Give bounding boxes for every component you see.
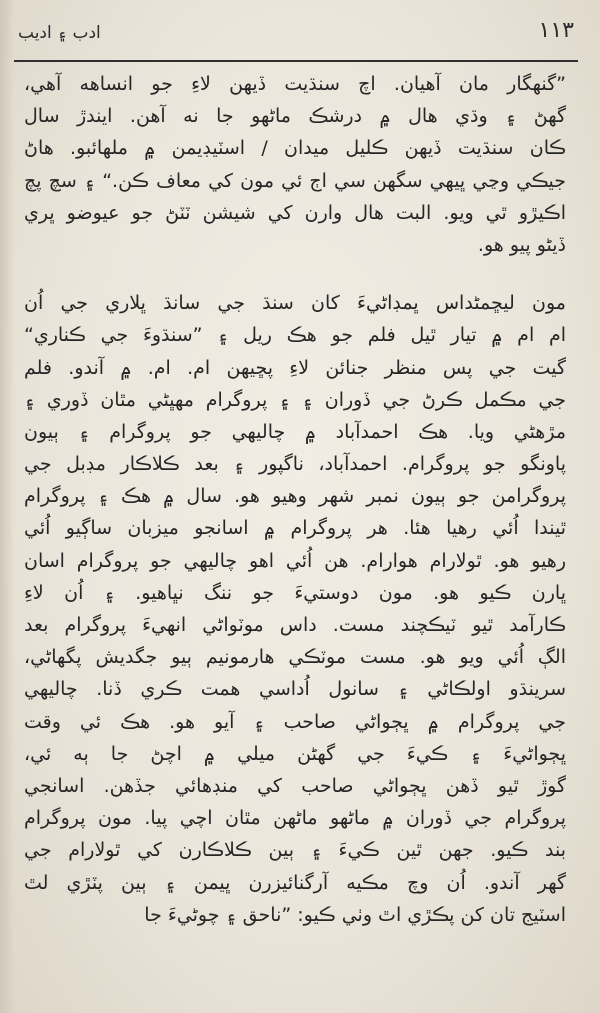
text-line: پاونگو جو پروگرام. احمدآباد، ناگپور ۽ بعد ڪلاڪار مڊبل جي	[24, 453, 566, 476]
paragraph-2	[24, 287, 566, 931]
text-line: گهڻ ۽ وڌي هال ۾ درشڪ ماڻهو جا نه آهن. ايندڙ سال	[24, 105, 566, 128]
text-line: پروگرام جي ڏوران ۾ ماڻهو ماڻهن مٿان اچي پيا. مون پروگرام	[24, 807, 566, 830]
running-title: ادب ۽ اديب	[18, 23, 101, 43]
binding-shadow	[0, 0, 14, 1013]
text-line: گيت جي پس منظر جنائن لاءِ پڇيهن ام. ام. ۾ آندو. فلم	[24, 356, 566, 379]
paragraph-spacer	[24, 261, 566, 287]
header-rule	[14, 60, 578, 62]
text-line: جي پروگرام ۾ ڀڄواڻي صاحب ۽ آيو هو. هڪ ئي وقت	[24, 710, 566, 733]
text-line: ”گنهگار مان آهيان. اچ سنڌيت ڏيهن لاءِ جو انساهه آهي،	[24, 73, 566, 95]
text-line: اڪيڙو ٿي ويو. البت هال وارن کي شيشن ٽٽڻ جو عيوضو ڀري	[24, 201, 566, 224]
paragraph-1	[24, 68, 566, 261]
text-line: مون ليڇمڻداس ڀمڊاڻيءَ کان سنڌ جي سانڌ ڀلاري جي اُن	[24, 292, 566, 315]
text-line: جي مڪمل ڪرڻ جي ڏوران ۽ ۽ پروگرام مهڀڻي مٿان ڏوري ۽	[24, 388, 566, 411]
text-line: ٿيندا اُئي رهيا هئا. هر پروگرام ۾ اسانجو ميزبان ساڳيو اُئي	[24, 517, 566, 540]
text-line: ڪان سنڌيت ڏيهن ڪليل ميدان / اسٽيڊيمن ۾ ملهائبو. هاڻ	[24, 137, 566, 160]
page-header	[18, 16, 574, 56]
text-line: سرينڌو اولڪاڻي ۽ سانول اُداسي همت ڪري ڏنا. چاليهي	[24, 678, 566, 701]
text-line: ام ام ۾ تيار ٿيل فلم جو هڪ ريل ۽ ”سنڌوءَ جي ڪناري“	[24, 324, 566, 347]
text-line: رهيو هو. ٿولارام هوارام. هن اُئي اهو چاليهي جو پروگرام اسان	[24, 549, 566, 572]
text-line: ڏيڻو پيو هو.	[477, 233, 566, 256]
text-line: جيڪي وڃي ڀيهي سگهن سي اڄ ئي مون کي معاف ڪن.“ ۽ سچ پچ	[24, 169, 566, 192]
text-line: ڪارآمد ٿيو ٽيڪچند مست. داس موٽواڻي انهيءَ پروگرام بعد	[24, 614, 566, 636]
page-number: ۱۱۳	[538, 18, 574, 43]
text-line: گوڙ ٿيو ڏهن ڀڄواڻي صاحب کي منڊهائي جڏهن. اسانجي	[24, 774, 566, 797]
text-line: الڳ اُئي ويو هو. مست موٽڪي هارمونيم ٻيو جگديش پگهاڻي،	[24, 646, 566, 669]
body-text	[24, 68, 566, 931]
text-line: اسٽيج تان کن پڪڙي اٿ وٺي ڪيو: ”ناحق ۽ چوڻيءَ جا	[144, 903, 566, 926]
text-line: گهر آندو. اُن وچ مڪيه آرگنائيزرن ڀيمن ۽ ٻين پٽڙي لٿ	[24, 871, 566, 894]
text-line: ڀارن ڪيو هو. مون دوستيءَ جو ننگ نڀاهيو. ۽ اُن لاءِ	[24, 581, 566, 604]
text-line: ڀڄواڻيءَ ۽ ڪيءَ جي گهڻن ميلي ۾ اچڻ جا ٻه ئي،	[24, 742, 566, 765]
text-line: بند ڪيو. جهن ٿين ڪيءَ ۽ ٻين ڪلاڪارن کي ٿولارام جي	[24, 839, 566, 862]
text-line: مڙهڻي ويا. هڪ احمدآباد ۾ چاليهي جو پروگرام ۽ ٻيون	[24, 420, 566, 443]
text-line: پروگرامن جو ٻيون نمبر شهر وهيو هو. سال ۾ هڪ ۽ پروگرام	[24, 485, 566, 508]
